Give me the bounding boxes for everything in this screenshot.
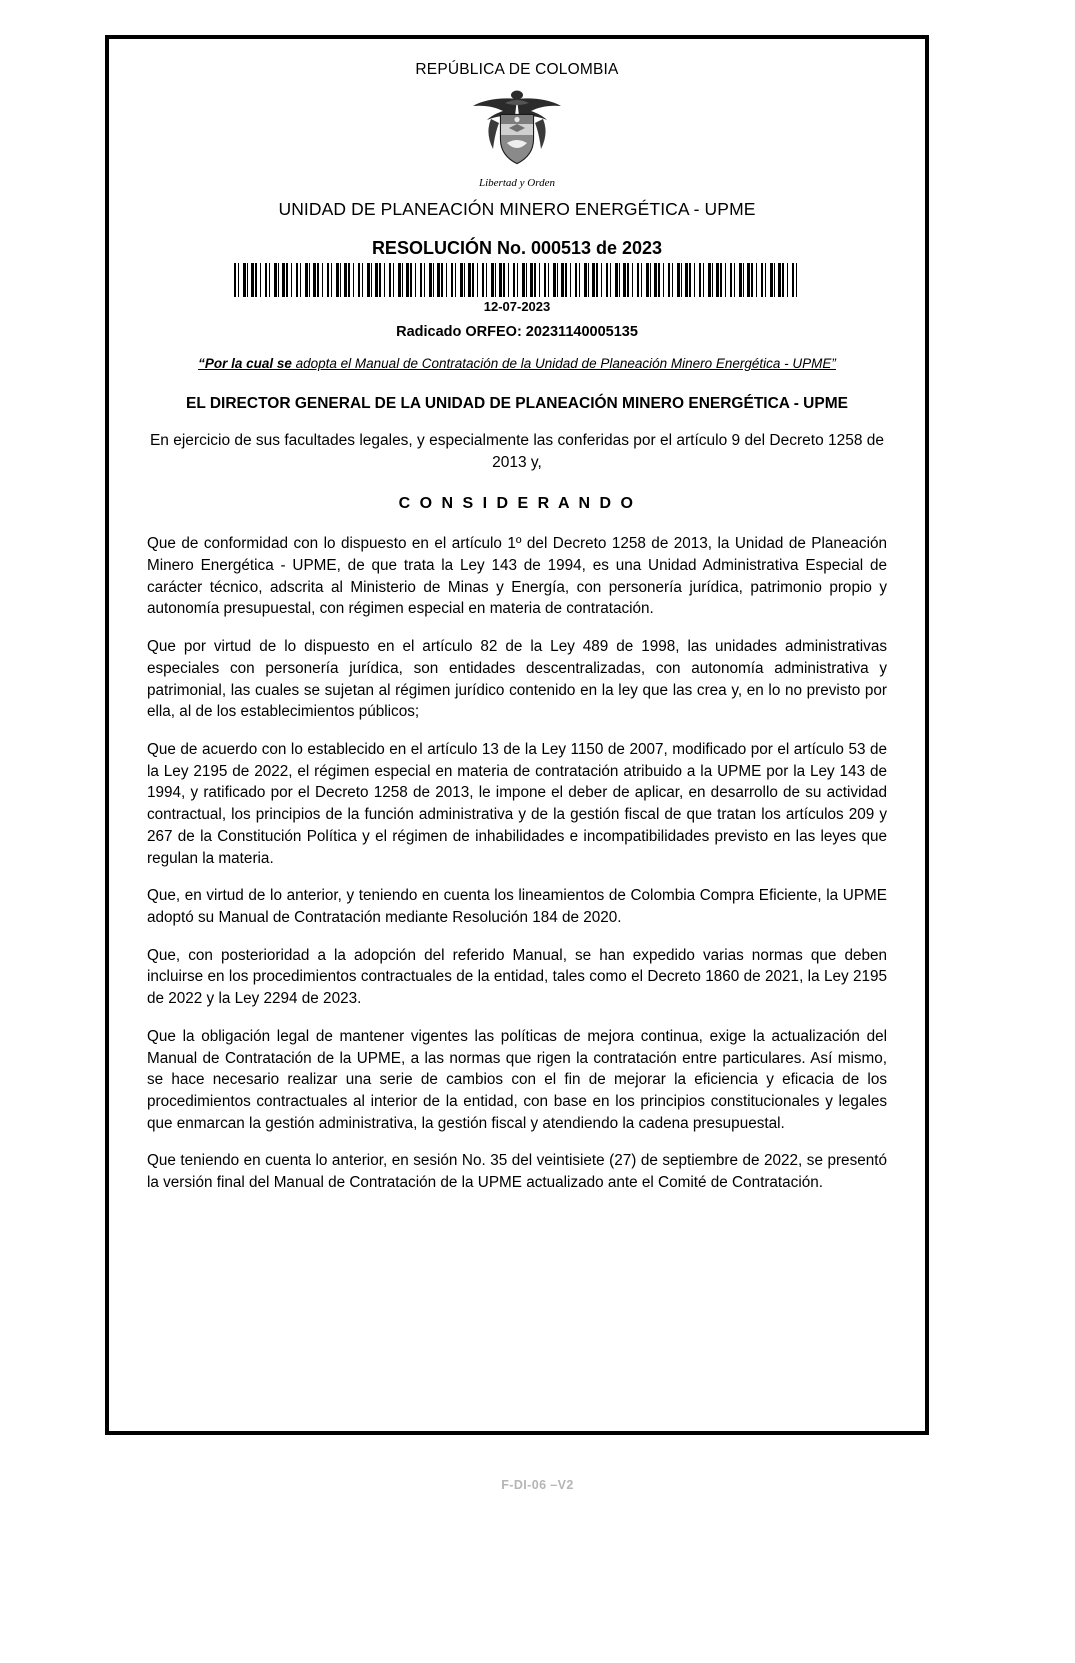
considerando-paragraph: Que de acuerdo con lo establecido en el artículo 13 de la Ley 1150 de 2007, modificado por el artículo 53 de la Ley 2195 de 2022, el régimen especial en materia de contratación atribuido a la UPME por la Ley 143 de 1994, y ratificado por el Decreto 1258 de 2013, le impone el deber de aplicar, en desarrollo de su actividad contractual, los principios de la función administrativa y de la gestión fiscal de que tratan los artículos 209 y 267 de la Constitución Política y el régimen de inhabilidades e incompatibilidades previsto en las leyes que regulan la materia. [147, 740, 887, 867]
republic-title: REPÚBLICA DE COLOMBIA [415, 61, 619, 78]
considerando-paragraph: Que, con posterioridad a la adopción del referido Manual, se han expedido varias normas que deben incluirse en los procedimientos contractuales de la entidad, tales como el Decreto 1860 de 2021, la Ley 2195 de 2022 y la Ley 2294 de 2023. [147, 946, 887, 1008]
considerando-paragraph: Que teniendo en cuenta lo anterior, en sesión No. 35 del veintisiete (27) de septiembre de 2022, se presentó la versión final del Manual de Contratación de la UPME actualizado ante el Comité de Contratación. [147, 1152, 887, 1192]
barcode-date: 12-07-2023 [483, 299, 551, 314]
radicado-number: Radicado ORFEO: 20231140005135 [396, 324, 638, 340]
crest-motto: Libertad y Orden [479, 177, 555, 189]
subject-prefix: “Por la cual se [198, 356, 292, 371]
subject-rest: adopta el Manual de Contratación de la Unidad de Planeación Minero Energética - UPME” [291, 356, 836, 371]
colombia-coat-of-arms-icon [147, 83, 887, 175]
document-page [105, 35, 929, 1435]
form-code-footer: F-DI-06 –V2 [501, 1478, 574, 1492]
considerando-heading: C O N S I D E R A N D O [398, 495, 636, 513]
considerando-paragraph: Que, en virtud de lo anterior, y teniendo en cuenta los lineamientos de Colombia Compra Eficiente, la UPME adoptó su Manual de Contratación mediante Resolución 184 de 2020. [147, 887, 887, 927]
resolution-subject [187, 354, 847, 374]
page-content [109, 39, 925, 1220]
considerando-paragraph: Que de conformidad con lo dispuesto en el artículo 1º del Decreto 1258 de 2013, la Unidad de Planeación Minero Energética - UPME, de que trata la Ley 143 de 1994, es una Unidad Administrativa Especial de carácter técnico, adscrita al Ministerio de Minas y Energía, con personería jurídica, patrimonio propio y autonomía presupuestal, con régimen especial en materia de contratación. [147, 535, 887, 618]
entity-title: UNIDAD DE PLANEACIÓN MINERO ENERGÉTICA - UPME [278, 199, 756, 219]
resolution-number: RESOLUCIÓN No. 000513 de 2023 [371, 238, 663, 258]
director-heading: EL DIRECTOR GENERAL DE LA UNIDAD DE PLANEACIÓN MINERO ENERGÉTICA - UPME [186, 394, 848, 412]
legal-faculties-text: En ejercicio de sus facultades legales, y especialmente las conferidas por el artículo 9 del Decreto 1258 de 2013 y, [149, 432, 885, 471]
barcode-image [234, 263, 800, 297]
considerando-paragraph: Que la obligación legal de mantener vigentes las políticas de mejora continua, exige la actualización del Manual de Contratación de la UPME, a las normas que rigen la contratación entre particulares. Así mismo, se hace necesario realizar una serie de cambios con el fin de mejorar la eficiencia y eficacia de los procedimientos contractuales al interior de la entidad, con base en los principios constitucionales y legales que enmarcan la gestión administrativa, la gestión fiscal y atendiendo la cadena presupuestal. [147, 1027, 887, 1132]
considerando-paragraph: Que por virtud de lo dispuesto en el artículo 82 de la Ley 489 de 1998, las unidades administrativas especiales con personería jurídica, son entidades descentralizadas, con autonomía administrativa y patrimonial, las cuales se sujetan al régimen jurídico contenido en la ley que las crea y, en lo no previsto por ella, al de los establecimientos públicos; [147, 638, 887, 721]
